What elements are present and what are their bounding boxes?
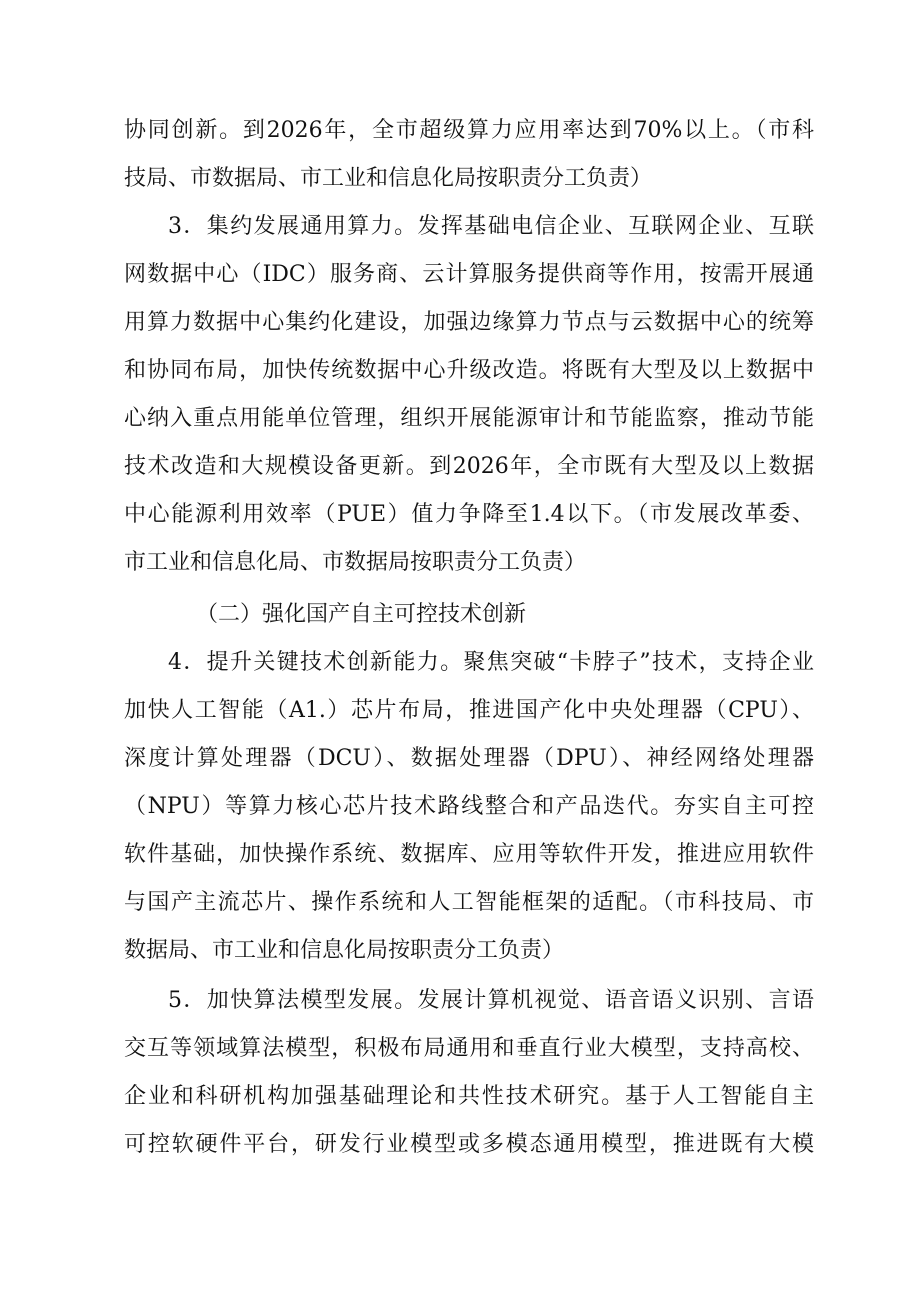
paragraph-line: 5．加快算法模型发展。发展计算机视觉、语音语义识别、言语: [168, 988, 814, 1013]
paragraph-line: 3．集约发展通用算力。发挥基础电信企业、互联网企业、互联: [168, 214, 814, 239]
paragraph-line: 4．提升关键技术创新能力。聚焦突破“卡脖子”技术，支持企业: [168, 650, 814, 675]
paragraph-line: 软件基础，加快操作系统、数据库、应用等软件开发，推进应用软件: [124, 842, 814, 867]
paragraph-line: 深度计算处理器（DCU）、数据处理器（DPU）、神经网络处理器: [124, 746, 814, 771]
paragraph-line: 企业和科研机构加强基础理论和共性技术研究。基于人工智能自主: [124, 1084, 814, 1109]
paragraph-line: 中心能源利用效率（PUE）值力争降至1.4以下。（市发展改革委、: [124, 502, 814, 527]
paragraph-line: 用算力数据中心集约化建设，加强边缘算力节点与云数据中心的统筹: [124, 310, 814, 335]
paragraph-line: 交互等领域算法模型，积极布局通用和垂直行业大模型，支持高校、: [124, 1036, 814, 1061]
section-heading: （二）强化国产自主可控技术创新: [196, 602, 527, 627]
paragraph-line: 可控软硬件平台，研发行业模型或多模态通用模型，推进既有大模: [124, 1132, 814, 1157]
paragraph-line: 心纳入重点用能单位管理，组织开展能源审计和节能监察，推动节能: [124, 406, 814, 431]
paragraph-line: 与国产主流芯片、操作系统和人工智能框架的适配。（市科技局、市: [124, 890, 814, 915]
paragraph-line: 网数据中心（IDC）服务商、云计算服务提供商等作用，按需开展通: [124, 262, 814, 287]
paragraph-line: 数据局、市工业和信息化局按职责分工负责）: [124, 938, 565, 963]
paragraph-line: 协同创新。到2026年，全市超级算力应用率达到70%以上。（市科: [124, 118, 814, 143]
paragraph-line: （NPU）等算力核心芯片技术路线整合和产品迭代。夯实自主可控: [124, 794, 814, 819]
paragraph-line: 技术改造和大规模设备更新。到2026年，全市既有大型及以上数据: [124, 454, 814, 479]
paragraph-line: 市工业和信息化局、市数据局按职责分工负责）: [124, 550, 587, 575]
paragraph-line: 加快人工智能（A1.）芯片布局，推进国产化中央处理器（CPU）、: [124, 698, 814, 723]
paragraph-line: 技局、市数据局、市工业和信息化局按职责分工负责）: [124, 166, 653, 191]
paragraph-line: 和协同布局，加快传统数据中心升级改造。将既有大型及以上数据中: [124, 358, 814, 383]
